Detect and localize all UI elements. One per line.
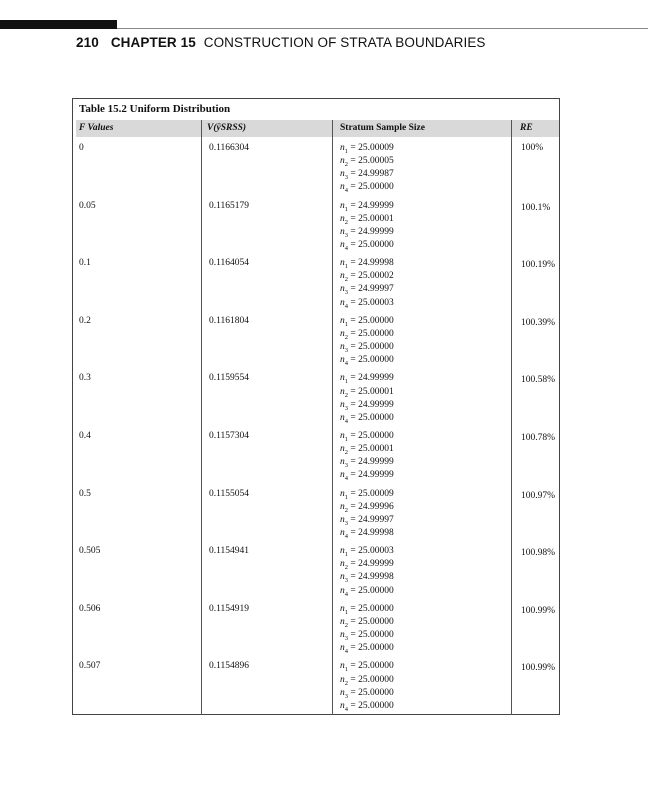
stratum-sample-size: $n_2 = 25.00000$ [340, 674, 394, 687]
stratum-sample-size: $n_3 = 24.99999$ [340, 226, 394, 239]
sample-size-value: 24.99998 [358, 572, 394, 583]
variance-cell: 0.1164054 [209, 258, 250, 269]
stratum-sample-size: $n_4 = 25.00000$ [340, 239, 394, 252]
sample-size-value: 24.99987 [358, 169, 394, 180]
f-value-cell: 0.4 [79, 431, 91, 441]
stratum-sample-size: $n_1 = 25.00003$ [340, 546, 394, 559]
stratum-sample-size: $n_2 = 25.00000$ [340, 328, 394, 341]
stratum-sample-size: $n_4 = 25.00000$ [340, 412, 394, 425]
header-variance: V(ȳSRSS) [207, 123, 247, 133]
sample-size-value: 25.00000 [358, 182, 394, 193]
sample-size-value: 24.99999 [358, 200, 394, 211]
stratum-sample-size: $n_2 = 25.00001$ [340, 213, 394, 226]
running-head [76, 35, 486, 50]
sample-size-value: 25.00003 [358, 546, 394, 557]
header-bar [0, 20, 117, 29]
f-value-cell: 0.5 [79, 488, 91, 499]
stratum-sample-size: $n_2 = 25.00005$ [340, 156, 394, 168]
re-cell: 100.19% [521, 260, 556, 271]
stratum-sample-size: $n_3 = 25.00000$ [340, 342, 394, 354]
variance-cell: 0.1154941 [209, 546, 250, 557]
stratum-sample-size: $n_1 = 25.00000$ [340, 431, 394, 443]
stratum-sample-size: $n_3 = 24.99997$ [340, 284, 394, 297]
sample-size-value: 25.00009 [358, 488, 394, 499]
stratum-sample-size: $n_4 = 25.00000$ [340, 643, 394, 655]
table-frame [72, 98, 560, 715]
stratum-sample-size: $n_1 = 25.00009$ [340, 143, 394, 155]
stratum-sample-size: $n_1 = 24.99998$ [340, 258, 394, 271]
re-cell: 100.99% [521, 663, 556, 674]
variance-cell: 0.1166304 [209, 143, 250, 153]
stratum-sample-size: $n_2 = 25.00000$ [340, 616, 394, 629]
sample-size-value: 24.99999 [358, 457, 394, 468]
stratum-sample-size: $n_3 = 24.99999$ [340, 457, 394, 470]
sample-size-value: 25.00000 [358, 700, 394, 711]
stratum-sample-size: $n_1 = 24.99999$ [340, 373, 394, 386]
sample-size-value: 25.00000 [358, 328, 394, 339]
chapter-label: CHAPTER 15 [110, 35, 196, 50]
sample-size-value: 25.00000 [358, 687, 394, 698]
stratum-sample-size: $n_3 = 25.00000$ [340, 630, 394, 642]
variance-cell: 0.1154896 [209, 661, 250, 672]
sample-size-value: 25.00000 [358, 585, 394, 596]
sample-size-value: 24.99997 [358, 284, 394, 295]
stratum-sample-size: $n_1 = 25.00000$ [340, 661, 394, 674]
stratum-sample-size: $n_3 = 24.99998$ [340, 572, 394, 585]
chapter-title: CONSTRUCTION OF STRATA BOUNDARIES [203, 35, 486, 50]
re-cell: 100.58% [521, 375, 556, 386]
stratum-sample-size: $n_3 = 24.99987$ [340, 169, 394, 182]
stratum-sample-size: $n_2 = 25.00002$ [340, 271, 394, 284]
stratum-sample-size: $n_4 = 25.00003$ [340, 297, 394, 310]
sample-size-value: 24.99997 [358, 514, 394, 525]
header-re: RE [520, 123, 533, 133]
sample-size-value: 25.00000 [358, 342, 394, 352]
variance-cell: 0.1157304 [209, 431, 250, 441]
sample-size-value: 25.00000 [358, 603, 394, 614]
variance-cell: 0.1165179 [209, 200, 250, 211]
stratum-sample-size: $n_4 = 25.00000$ [340, 585, 394, 598]
stratum-sample-size: $n_1 = 24.99999$ [340, 200, 394, 213]
stratum-sample-size: $n_1 = 25.00009$ [340, 488, 394, 501]
sample-size-value: 24.99998 [358, 258, 394, 269]
sample-size-value: 25.00009 [358, 143, 394, 153]
f-value-cell: 0.507 [79, 661, 101, 672]
f-value-cell: 0.506 [79, 603, 101, 614]
stratum-sample-size: $n_2 = 24.99996$ [340, 501, 394, 514]
stratum-sample-size: $n_3 = 25.00000$ [340, 687, 394, 700]
page-number: 210 [76, 35, 99, 50]
sample-size-value: 24.99999 [358, 373, 394, 384]
column-divider [201, 120, 202, 715]
sample-size-value: 25.00000 [358, 355, 394, 366]
re-cell: 100.98% [521, 548, 556, 559]
variance-cell: 0.1155054 [209, 488, 250, 499]
sample-size-value: 25.00005 [358, 156, 394, 167]
re-cell: 100.99% [521, 605, 556, 616]
f-value-cell: 0.3 [79, 373, 91, 384]
sample-size-value: 25.00000 [358, 661, 394, 672]
f-value-cell: 0.505 [79, 546, 101, 557]
sample-size-value: 24.99999 [358, 399, 394, 410]
variance-cell: 0.1159554 [209, 373, 250, 384]
column-divider [511, 120, 512, 715]
stratum-sample-size: $n_4 = 24.99998$ [340, 527, 394, 540]
re-cell: 100.1% [521, 202, 551, 213]
sample-size-value: 25.00000 [358, 630, 394, 640]
table-caption: Table 15.2 Uniform Distribution [79, 103, 231, 115]
sample-size-value: 25.00000 [358, 239, 394, 250]
sample-size-value: 24.99999 [358, 226, 394, 237]
stratum-sample-size: $n_4 = 25.00000$ [340, 355, 394, 367]
sample-size-value: 25.00000 [358, 431, 394, 441]
stratum-sample-size: $n_2 = 25.00001$ [340, 444, 394, 456]
sample-size-value: 25.00000 [358, 315, 394, 326]
sample-size-value: 24.99999 [358, 470, 394, 481]
stratum-sample-size: $n_3 = 24.99999$ [340, 399, 394, 412]
table-header-row [76, 120, 559, 137]
re-cell: 100.97% [521, 490, 556, 501]
stratum-sample-size: $n_4 = 24.99999$ [340, 470, 394, 483]
f-value-cell: 0.2 [79, 315, 91, 326]
stratum-sample-size: $n_4 = 25.00000$ [340, 700, 394, 713]
sample-size-value: 24.99996 [358, 501, 394, 512]
stratum-sample-size: $n_1 = 25.00000$ [340, 315, 394, 328]
header-f-values: F Values [79, 123, 114, 133]
re-cell: 100% [521, 143, 544, 153]
re-cell: 100.39% [521, 317, 556, 328]
stratum-sample-size: $n_3 = 24.99997$ [340, 514, 394, 527]
stratum-sample-size: $n_1 = 25.00000$ [340, 603, 394, 616]
column-divider [332, 120, 333, 715]
variance-cell: 0.1161804 [209, 315, 250, 326]
f-value-cell: 0 [79, 143, 84, 153]
sample-size-value: 25.00001 [358, 444, 394, 455]
sample-size-value: 25.00001 [358, 213, 394, 224]
sample-size-value: 24.99999 [358, 559, 394, 570]
variance-cell: 0.1154919 [209, 603, 250, 614]
sample-size-value: 25.00001 [358, 386, 394, 397]
sample-size-value: 25.00003 [358, 297, 394, 308]
header-sample-size: Stratum Sample Size [340, 123, 425, 133]
sample-size-value: 25.00002 [358, 271, 394, 282]
sample-size-value: 25.00000 [358, 412, 394, 423]
sample-size-value: 25.00000 [358, 674, 394, 685]
stratum-sample-size: $n_2 = 25.00001$ [340, 386, 394, 399]
stratum-sample-size: $n_4 = 25.00000$ [340, 182, 394, 195]
f-value-cell: 0.05 [79, 200, 96, 211]
sample-size-value: 25.00000 [358, 616, 394, 627]
stratum-sample-size: $n_2 = 24.99999$ [340, 559, 394, 572]
header-rule [117, 28, 648, 29]
re-cell: 100.78% [521, 433, 556, 443]
sample-size-value: 24.99998 [358, 527, 394, 538]
sample-size-value: 25.00000 [358, 643, 394, 654]
f-value-cell: 0.1 [79, 258, 91, 269]
